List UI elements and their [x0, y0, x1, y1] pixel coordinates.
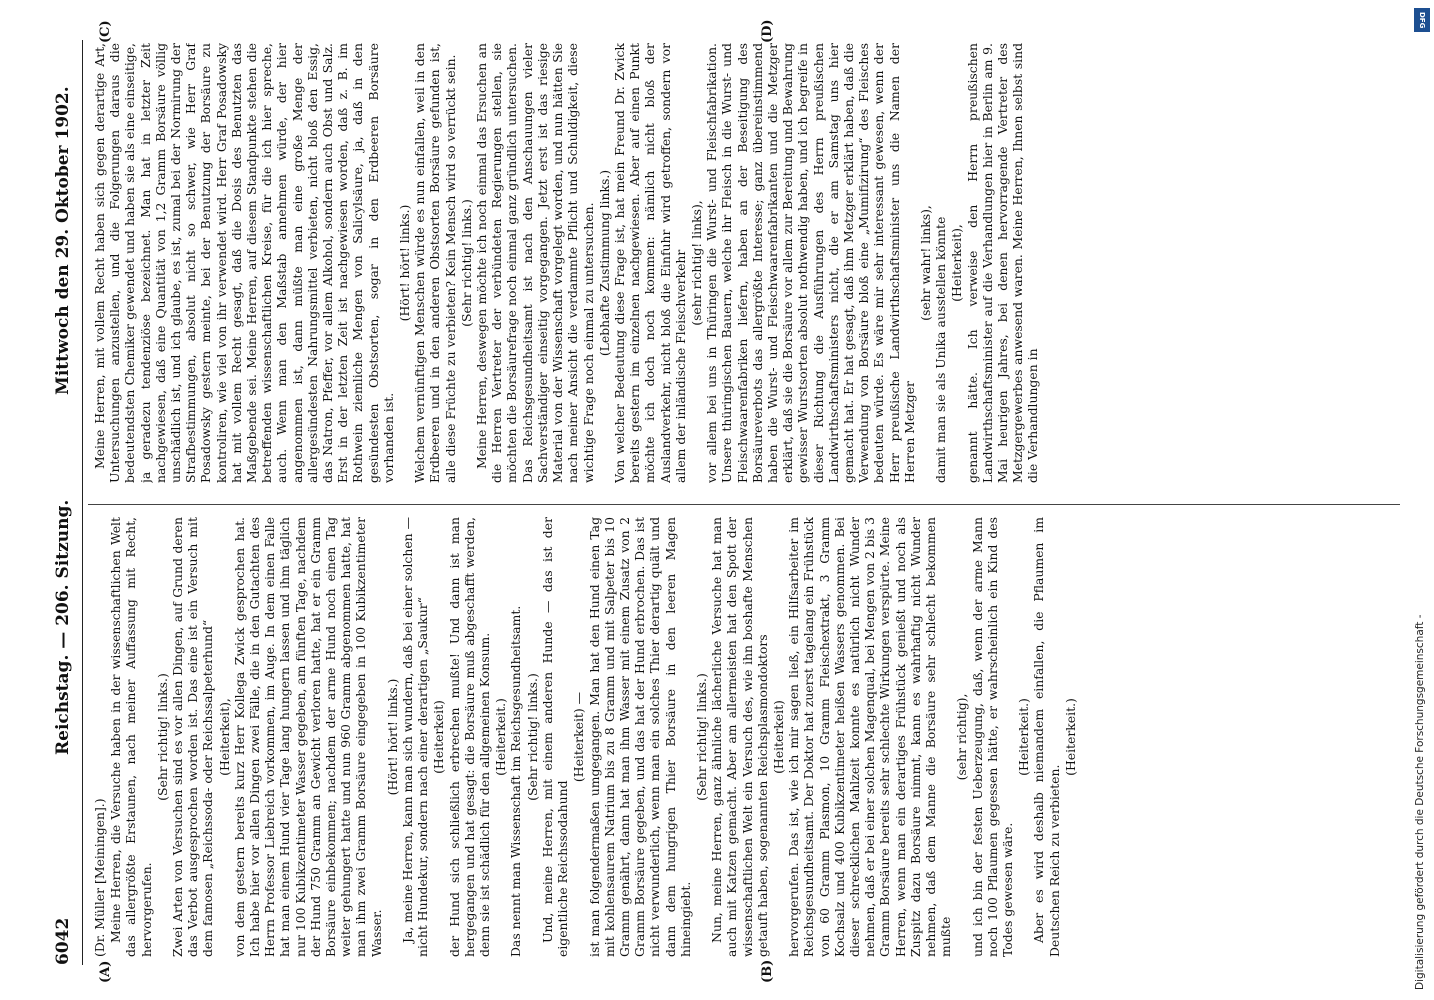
- paragraph: Und, meine Herren, mit einem anderen Hunde — das ist der eigentliche Reichssodahund: [539, 517, 571, 957]
- reaction: (sehr richtig),: [954, 693, 970, 781]
- right-column: [92, 43, 1392, 483]
- margin-mark-a: (A): [98, 960, 113, 983]
- reaction: (Sehr richtig! links.): [458, 199, 474, 327]
- speaker-line: (Dr. Müller [Meiningen].): [92, 798, 107, 957]
- reaction: (Hört! hört! links.): [384, 678, 400, 796]
- dfg-logo: DFG: [1414, 8, 1430, 32]
- paragraph: Meine Herren, deswegen möchte ich noch einmal das Ersuchen an die Herren Vertreter der verbündeten Regierungen stellen, sie möchten die Borsäurefrage noch einmal ganz gründlich untersuchen. Das Reichsgesundheitsamt ist nach den Anschauungen vieler Sachverständiger einseitig vorgegangen. Jetzt erst ist das riesige Material von der Wissenschaft vorgelegt worden, und nun hätten Sie nach meiner Ansicht die verdammte Pflicht und Schuldigkeit, diese wichtige Frage noch einmal zu untersuchen.: [474, 43, 596, 483]
- column-divider: [88, 504, 1400, 505]
- paragraph: Meine Herren, mit vollem Recht haben sich gegen derartige Art, Untersuchungen anzustellen, und die Folgerungen daraus die bedeutendsten Chemiker gewendet und haben sie als eine einseitige, ja geradezu tendenziöse bezeichnet. Man hat in letzter Zeit nachgewiesen, daß eine Quantität von 1,2 Gramm Borsäure völlig unschädlich ist, und ich glaube, es ist, zumal bei der Normirung der Strafbestimmungen, absolut nicht so schwer, wie Herr Graf Posadowsky gestern meinte, bei der Benutzung der Borsäure zu kontroliren, wie viel von ihr verwendet wird. Herr Graf Posadowsky hat mit vollem Recht gesagt, daß die Dosis des Benutzten das Maßgebende sei. Meine Herren, auf diesem Standpunkte stehen die betreffenden wissenschaftlichen Kreise, für die ich hier spreche, auch. Wenn man den Maßstab annehmen würde, der hier angenommen ist, dann müßte man eine große Menge der allergesündesten Nahrungsmittel verbieten, nicht bloß den Essig, das Natron, Pfeffer, vor allem Alkohol, sondern auch Obst und Salz. Erst in der letzten Zeit ist nachgewiesen worden, daß z. B. im Rothwein ziemliche Mengen von Salicylsäure, ja, daß in den gesündesten Obstsorten, sogar in den Erdbeeren Borsäure vorhanden ist.: [92, 43, 396, 483]
- reaction: (Hört! hört! links.): [397, 204, 413, 322]
- reaction: (Heiterkeit.): [1062, 698, 1078, 776]
- paragraph: Meine Herren, die Versuche haben in der wissenschaftlichen Welt das allergrößte Erstaunen, nach meiner Auffassung mit Recht, hervorgerufen.: [108, 517, 154, 957]
- paragraph: Nun, meine Herren, ganz ähnliche lächerliche Versuche hat man auch mit Katzen gemacht. Aber am allermeisten hat den Spott der wissenschaftlichen Welt ein Versuch des, wie ihn boshafte Menschen getauft haben, sogenannten Reichsplasmondoktors: [709, 517, 770, 957]
- left-column: [92, 517, 1392, 957]
- reaction: (Lebhafte Zustimmung links.): [596, 169, 612, 357]
- reaction: (sehr wahr! links),: [917, 205, 933, 321]
- paragraph: Von welcher Bedeutung diese Frage ist, hat mein Freund Dr. Zwick bereits gestern im einzelnen nachgewiesen. Aber auf einen Punkt möchte ich doch noch kommen: nämlich nicht bloß der Auslandverkehr, nicht bloß die Einfuhr wird getroffen, sondern vor allem der inländische Fleischverkehr: [611, 43, 688, 483]
- margin-mark-b: (B): [760, 959, 775, 983]
- reaction: (sehr richtig! links),: [688, 200, 704, 326]
- paragraph: Ja, meine Herren, kann man sich wundern, daß bei einer solchen — nicht Hundekur, sondern nach einer derartigen „Saukur“: [400, 517, 431, 957]
- paragraph: Aber es wird deshalb niemandem einfallen, die Pflaumen im Deutschen Reich zu verbieten.: [1031, 517, 1062, 957]
- reaction: (Heiterkeit),: [949, 224, 965, 302]
- reaction: (Sehr richtig! links.): [524, 673, 540, 801]
- paragraph: damit man sie als Unika ausstellen könnte: [933, 216, 949, 483]
- document-page: [40, 20, 1420, 985]
- paragraph: ist man folgendermaßen umgegangen. Man hat den Hund einen Tag mit kohlensaurem Natrium bis zu 8 Gramm und mit Salpeter bis 10 Gramm genährt, dann hat man ihm Wasser mit einem Zusatz von 2 Gramm Borsäure gegeben, und das hat der Hund erbrochen. Das ist nicht verwunderlich, wenn man ein solches Thier derartig quält und dann dem hungrigen Thier Borsäure in den leeren Magen hineingiebt.: [586, 517, 693, 957]
- session-date: Mittwoch den 29. Oktober 1902.: [53, 86, 73, 395]
- reaction: (Heiterkeit) —: [571, 691, 587, 783]
- paragraph: hervorgerufen. Das ist, wie ich mir sagen ließ, ein Hilfsarbeiter im Reichsgesundheitsamt. Der Doktor hat zuerst tagelang ein Frühstück von 60 Gramm Plasmon, 10 Gramm Fleischextrakt, 3 Gramm Kochsalz und 400 Kubikzentimeter heißen Wassers genommen. Bei dieser schrecklichen Mahlzeit konnte es natürlich nicht Wunder nehmen, daß er bei einer solchen Magenqual, bei Mengen von 2 bis 3 Gramm Borsäure bereits sehr schlechte Wirkungen verspürte. Meine Herren, wenn man ein derartiges Frühstück genießt und noch als Zuspitz dazu Borsäure nimmt, kann es wahrhaftig nicht Wunder nehmen, daß dem Manne die Borsäure sehr schlecht bekommen mußte: [786, 517, 954, 957]
- digitization-note: Digitalisierung gefördert durch die Deutsche Forschungsgemeinschaft -: [1414, 614, 1426, 990]
- page-header: [48, 40, 78, 965]
- margin-mark-d: (D): [760, 19, 775, 43]
- reaction: (Heiterkeit.): [493, 698, 509, 776]
- paragraph: Das nennt man Wissenschaft im Reichsgesundheitsamt.: [508, 605, 524, 957]
- reaction: (Heiterkeit.): [1016, 698, 1032, 776]
- reaction: (Sehr richtig! links.): [154, 673, 170, 801]
- reaction: (Sehr richtig! links.): [693, 673, 709, 801]
- header-rule: [82, 40, 83, 965]
- page-number: 6042: [53, 917, 73, 965]
- session-title: Reichstag. — 206. Sitzung.: [53, 499, 73, 755]
- reaction: (Heiterkeit): [431, 700, 447, 774]
- paragraph: der Hund sich schließlich erbrechen mußte! Und dann ist man hergegangen und hat gesagt: die Borsäure muß abgeschafft werden, denn sie ist schädlich für den allgemeinen Konsum.: [446, 517, 493, 957]
- paragraph: Welchem vernünftigen Menschen würde es nun einfallen, weil in den Erdbeeren und in den anderen Obstsorten Borsäure gefunden ist, alle diese Früchte zu verbieten? Kein Mensch wird so verrückt sein.: [412, 43, 458, 483]
- paragraph: vor allem bei uns in Thüringen die Wurst- und Fleischfabrikation. Unsere thüringischen Bauern, welche ihr Fleisch in die Wurst- und Fleischwaarenfabriken liefern, haben an der Beseitigung des Borsäureverbots das allergrößte Interesse; ganz übereinstimmend haben die Wurst- und Fleischwaarenfabrikanten und die Metzger erklärt, daß sie die Borsäure vor allem zur Bereitung und Bewahrung gewisser Wurstsorten absolut nothwendig haben, und ich begreife in dieser Richtung die Ausführungen des Herrn preußischen Landwirthschaftsministers nicht, die er am Samstag uns hier gemacht hat. Er hat gesagt, daß ihm Metzger erklärt haben, daß die Verwendung von Borsäure bloß eine „Mumifizirung“ des Fleisches bedeuten würde. Es wäre mir sehr interessant gewesen, wenn der Herr preußische Landwirthschaftsminister uns die Namen der Herren Metzger: [704, 43, 917, 483]
- paragraph: Zwei Arten von Versuchen sind es vor allen Dingen, auf Grund deren das Verbot ausgesprochen worden ist. Das eine ist ein Versuch mit dem famosen „Reichssoda- oder Reichssalpeterhund“: [170, 517, 216, 957]
- reaction: (Heiterkeit): [770, 700, 786, 774]
- paragraph: von dem gestern bereits kurz Herr Kollega Zwick gesprochen hat. Ich habe hier vor allen Dingen zwei Fälle, die in den Gutachten des Herrn Professor Liebreich vorkommen, im Auge. In dem einen Falle hat man einem Hund vier Tage lang hungern lassen und ihm täglich nur 100 Kubikzentimeter Wasser gegeben, am fünften Tage, nachdem der Hund 750 Gramm an Gewicht verloren hatte, hat er ein Gramm Borsäure einbekommen; nachdem der arme Hund noch einen Tag weiter gehungert hatte und nun 960 Gramm abgenommen hatte, hat man ihm zwei Gramm Borsäure eingegeben in 100 Kubikzentimeter Wasser.: [231, 517, 384, 957]
- margin-mark-c: (C): [98, 20, 113, 43]
- paragraph: genannt hätte. Ich verweise den Herrn preußischen Landwirthschaftsminister auf die Verhandlungen hier in Berlin am 9. Mai heurigen Jahres, bei denen hervorragende Vertreter des Metzgergewerbes anwesend waren. Meine Herren, Ihnen selbst sind die Verhandlungen in: [964, 43, 1041, 483]
- paragraph: und ich bin der festen Ueberzeugung, daß, wenn der arme Mann noch 100 Pflaumen gegessen hätte, er wahrscheinlich ein Kind des Todes gewesen wäre.: [969, 517, 1015, 957]
- reaction: (Heiterkeit),: [216, 698, 232, 776]
